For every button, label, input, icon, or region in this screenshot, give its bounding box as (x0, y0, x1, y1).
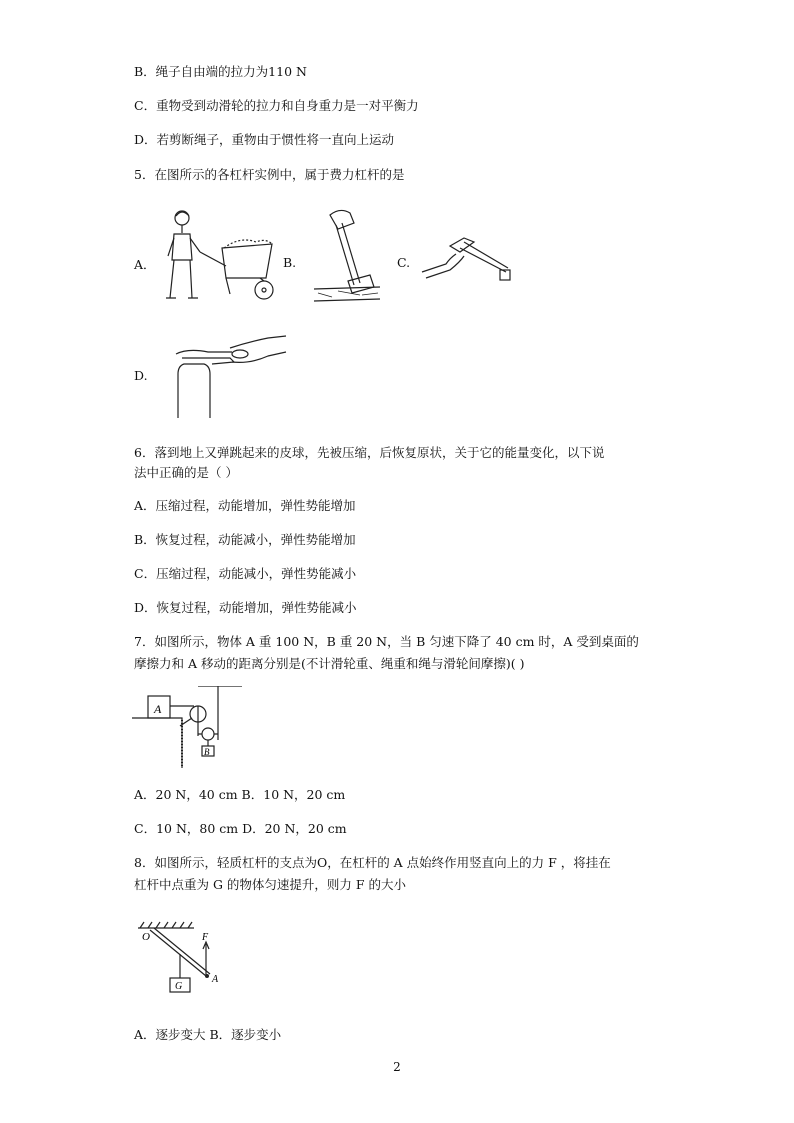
q4-option-d: D．若剪断绳子，重物由于惯性将一直向上运动 (134, 132, 395, 147)
pulley-system-figure (132, 686, 242, 768)
hammer-nail-figure (312, 205, 382, 305)
q6-stem-line1: 6．落到地上又弹跳起来的皮球，先被压缩，后恢复原状，关于它的能量变化，以下说 (134, 445, 605, 460)
q5-option-a-label: A． (134, 257, 156, 272)
q7-stem-line1: 7．如图所示，物体 A 重 100 N，B 重 20 N，当 B 匀速下降了 40 cm 时，A 受到桌面的 (134, 634, 639, 649)
wheelbarrow-figure (160, 208, 282, 308)
q5-option-b-label: B. (283, 255, 297, 270)
tweezers-figure (420, 228, 515, 283)
q8-options-ab: A．逐步变大 B．逐步变小 (134, 1027, 282, 1042)
q5-option-d-label: D. (134, 368, 148, 383)
lever-figure (134, 920, 234, 1000)
q7-stem-line2: 摩擦力和 A 移动的距离分别是(不计滑轮重、绳重和绳与滑轮间摩擦)( ) (134, 656, 525, 671)
q8-label-f: F (202, 932, 209, 943)
q8-stem-line2: 杠杆中点重为 G 的物体匀速提升，则力 F 的大小 (134, 877, 407, 892)
q6-option-a: A．压缩过程，动能增加，弹性势能增加 (134, 498, 356, 513)
page-number: 2 (393, 1060, 401, 1074)
q5-option-c-label: C. (397, 255, 411, 270)
q4-option-b: B．绳子自由端的拉力为110 N (134, 64, 307, 79)
q6-stem-line2: 法中正确的是（ ） (134, 465, 238, 480)
q8-label-o: O (142, 931, 150, 943)
q7-options-ab: A．20 N，40 cm B．10 N，20 cm (134, 787, 346, 802)
q6-option-d: D．恢复过程，动能增加，弹性势能减小 (134, 600, 357, 615)
bottle-opener-figure (168, 330, 288, 418)
q7-options-cd: C．10 N，80 cm D．20 N，20 cm (134, 821, 347, 836)
q4-option-c: C．重物受到动滑轮的拉力和自身重力是一对平衡力 (134, 98, 419, 113)
q6-option-b: B．恢复过程，动能减小，弹性势能增加 (134, 532, 356, 547)
q5-stem: 5．在图所示的各杠杆实例中，属于费力杠杆的是 (134, 167, 405, 182)
q6-option-c: C．压缩过程，动能减小，弹性势能减小 (134, 566, 357, 581)
q7-label-b: B (204, 747, 210, 757)
q7-label-a: A (154, 702, 162, 716)
q8-stem-line1: 8．如图所示，轻质杠杆的支点为O，在杠杆的 A 点始终作用竖直向上的力 F ，将挂在 (134, 855, 611, 870)
q8-label-a: A (212, 974, 219, 985)
q8-label-g: G (175, 981, 183, 992)
